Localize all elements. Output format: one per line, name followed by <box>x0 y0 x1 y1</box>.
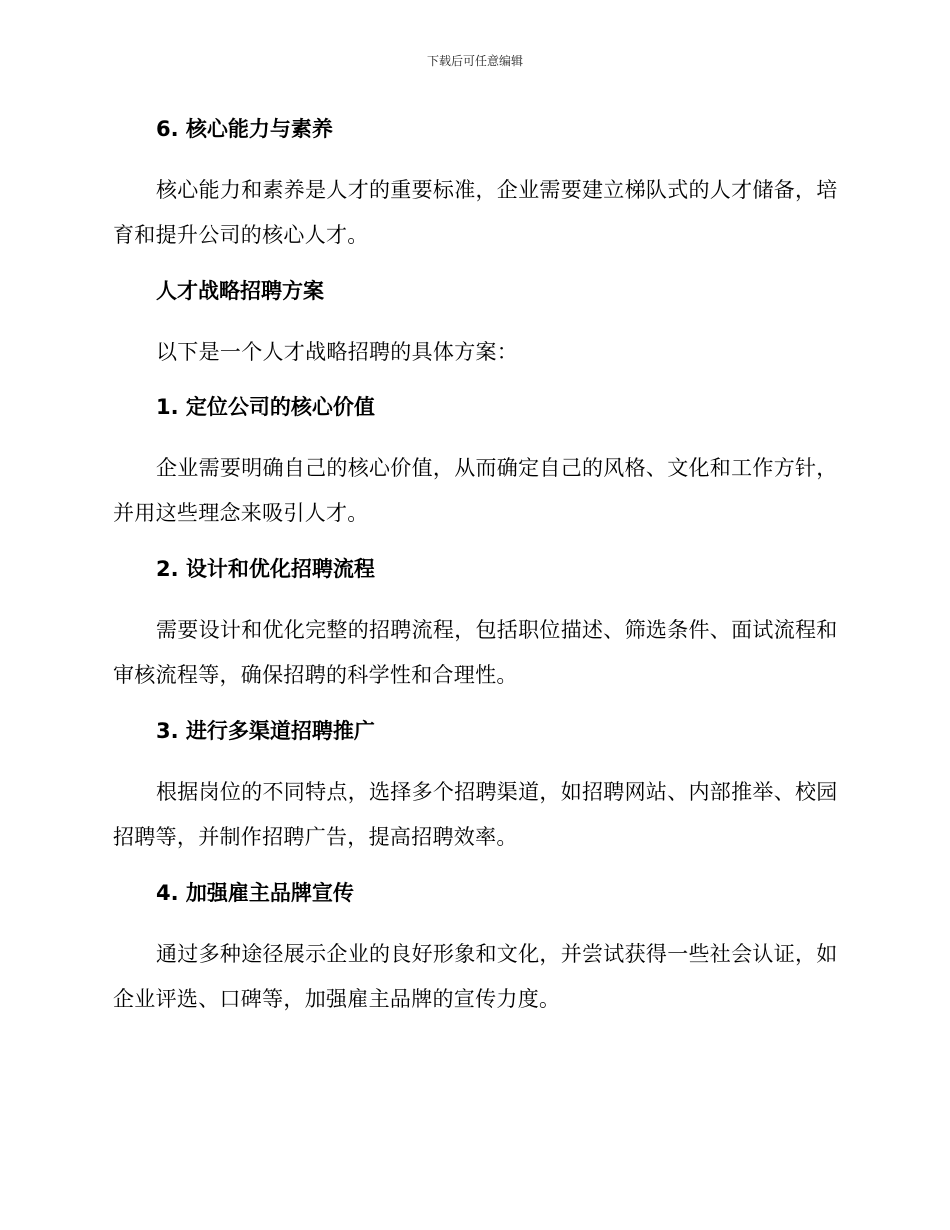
section-heading-core-value: 1. 定位公司的核心价值 <box>156 395 375 419</box>
paragraph-core-value: 企业需要明确自己的核心价值，从而确定自己的风格、文化和工作方针，并用这些理念来吸引人才。 <box>113 456 838 525</box>
section-heading-recruit-process: 2. 设计和优化招聘流程 <box>156 557 375 581</box>
document-body <box>113 110 838 1036</box>
paragraph-plan-intro: 以下是一个人才战略招聘的具体方案： <box>156 340 519 364</box>
paragraph-core-competence: 核心能力和素养是人才的重要标准，企业需要建立梯队式的人才储备，培育和提升公司的核心人才。 <box>113 178 838 247</box>
section-heading-core-competence: 6. 核心能力与素养 <box>156 117 333 141</box>
section-heading-employer-brand: 4. 加强雇主品牌宣传 <box>156 881 354 905</box>
paragraph-multichannel: 根据岗位的不同特点，选择多个招聘渠道，如招聘网站、内部推举、校园招聘等，并制作招聘广告，提高招聘效率。 <box>113 780 838 849</box>
section-heading-talent-strategy: 人才战略招聘方案 <box>156 279 324 303</box>
paragraph-recruit-process: 需要设计和优化完整的招聘流程，包括职位描述、筛选条件、面试流程和审核流程等，确保招聘的科学性和合理性。 <box>113 618 838 687</box>
page-header: 下载后可任意编辑 <box>426 54 523 68</box>
section-heading-multichannel: 3. 进行多渠道招聘推广 <box>156 719 375 743</box>
paragraph-employer-brand: 通过多种途径展示企业的良好形象和文化，并尝试获得一些社会认证，如企业评选、口碑等，加强雇主品牌的宣传力度。 <box>113 942 838 1011</box>
